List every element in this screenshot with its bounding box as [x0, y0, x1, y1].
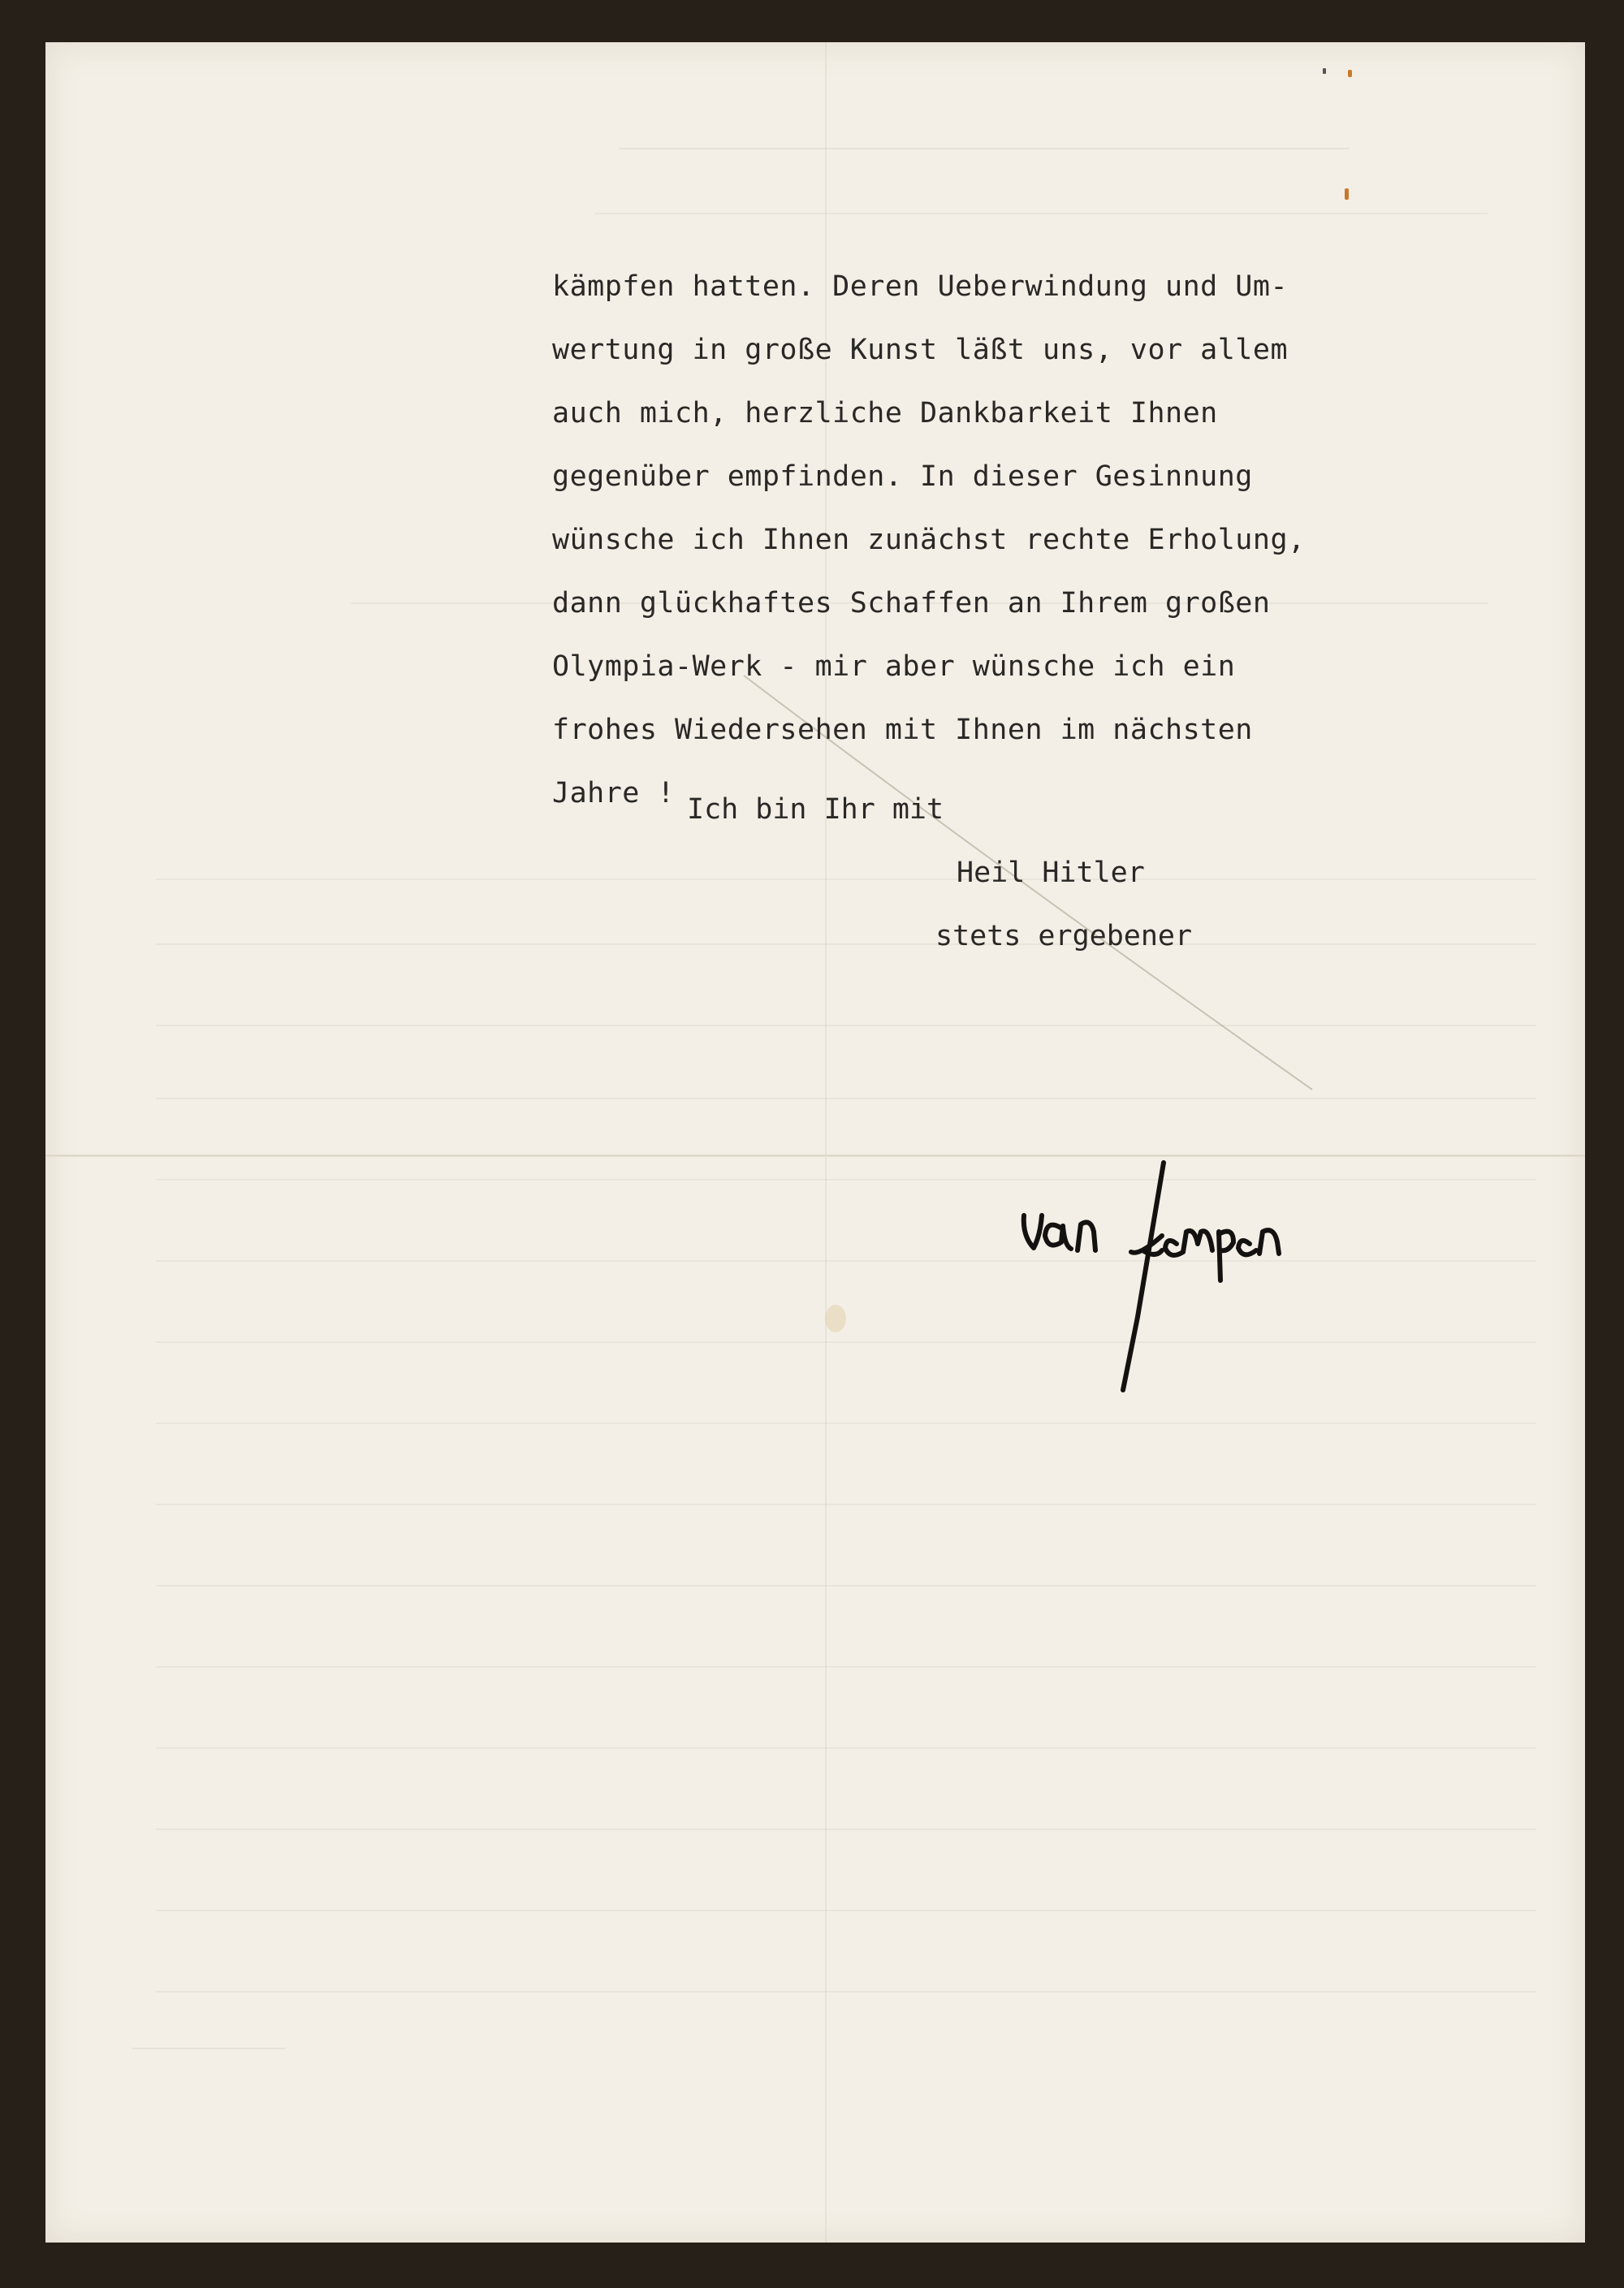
- body-line: Olympia-Werk - mir aber wünsche ich ein: [552, 650, 1236, 683]
- handwritten-signature: [1016, 1114, 1308, 1439]
- body-line: dann glückhaftes Schaffen an Ihrem großen: [552, 587, 1271, 619]
- body-line: kämpfen hatten. Deren Ueberwindung und Um-: [552, 270, 1289, 303]
- body-line: wünsche ich Ihnen zunächst rechte Erholung,: [552, 524, 1306, 556]
- body-line: Jahre !: [552, 777, 676, 809]
- ink-speck: [1345, 188, 1349, 200]
- letter-body: [552, 255, 1306, 825]
- closing-greeting: Heil Hitler: [957, 857, 1145, 889]
- body-line: frohes Wiedersehen mit Ihnen im nächsten: [552, 714, 1253, 746]
- body-line: auch mich, herzliche Dankbarkeit Ihnen: [552, 397, 1218, 430]
- ink-speck: [1323, 68, 1326, 74]
- body-line: wertung in große Kunst läßt uns, vor allem: [552, 334, 1289, 366]
- closing-line-3: stets ergebener: [935, 920, 1193, 952]
- closing-line-1: Ich bin Ihr mit: [687, 793, 944, 826]
- body-line: gegenüber empfinden. In dieser Gesinnung: [552, 460, 1253, 493]
- ink-speck: [1348, 70, 1352, 77]
- letter-page: [45, 42, 1585, 2243]
